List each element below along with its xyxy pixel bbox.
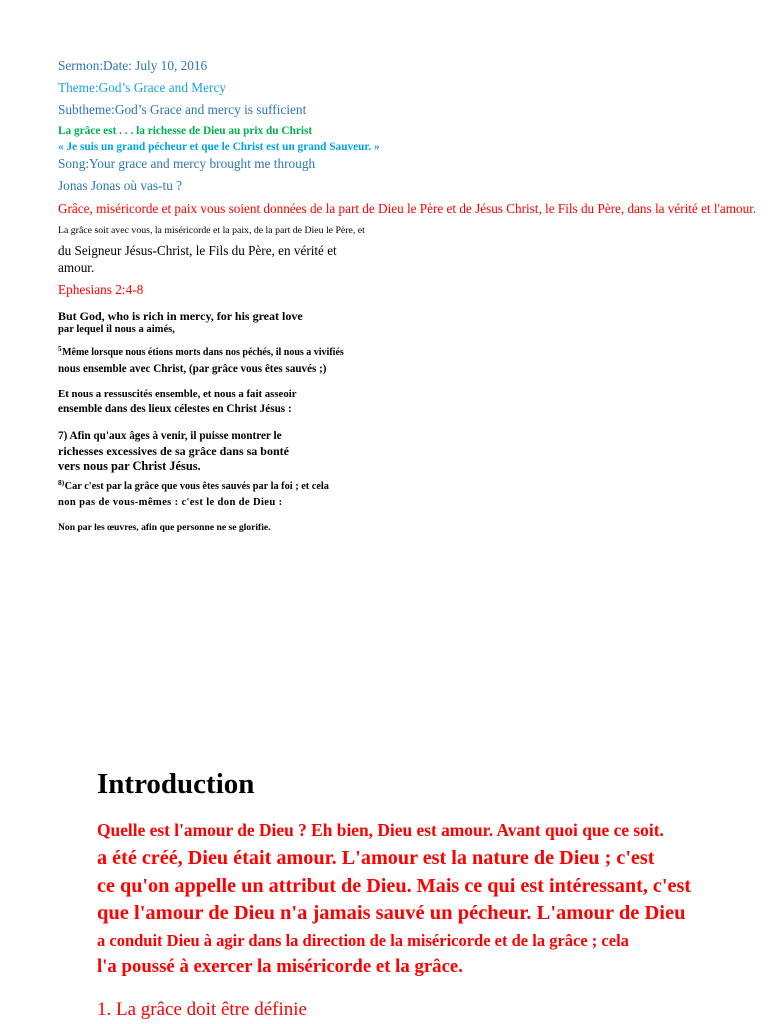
sinner-savior-quote: « Je suis un grand pécheur et que le Christ est un grand Sauveur. » — [58, 141, 380, 153]
song-title: Song:Your grace and mercy brought me through — [58, 156, 316, 171]
greeting-line: amour. — [58, 260, 95, 275]
sermon-theme: Theme:God’s Grace and Mercy — [58, 80, 226, 95]
introduction-heading: Introduction — [97, 768, 255, 800]
introduction-paragraph-line: a été créé, Dieu était amour. L'amour est la nature de Dieu ; c'est — [97, 847, 655, 869]
scripture-line: richesses excessives de sa grâce dans sa bonté — [58, 444, 289, 458]
scripture-line: 7) Afin qu'aux âges à venir, il puisse montrer le — [58, 430, 282, 442]
introduction-paragraph-line: a conduit Dieu à agir dans la direction de la miséricorde et de la grâce ; cela — [97, 931, 629, 950]
scripture-line — [58, 478, 329, 493]
scripture-reference: Ephesians 2:4-8 — [58, 282, 144, 297]
scripture-line: ensemble dans des lieux célestes en Christ Jésus : — [58, 403, 292, 415]
introduction-paragraph-line: Quelle est l'amour de Dieu ? Eh bien, Dieu est amour. Avant quoi que ce soit. — [97, 820, 664, 840]
jonas-line: Jonas Jonas où vas-tu ? — [58, 178, 183, 193]
verse-number: 5 — [58, 345, 62, 354]
introduction-paragraph-line: que l'amour de Dieu n'a jamais sauvé un pécheur. L'amour de Dieu — [97, 902, 686, 924]
greeting-blessing: Grâce, miséricorde et paix vous soient données de la part de Dieu le Père et de Jésus Christ, le Fils du Père, dans la vérité et l'amour. — [58, 201, 757, 216]
scripture-line: par lequel il nous a aimés, — [58, 324, 175, 335]
verse-number: 8) — [58, 478, 65, 488]
scripture-line: Et nous a ressuscités ensemble, et nous a fait asseoir — [58, 388, 297, 400]
introduction-paragraph-line: l'a poussé à exercer la miséricorde et la grâce. — [97, 956, 463, 977]
greeting-line: La grâce soit avec vous, la miséricorde et la paix, de la part de Dieu le Père, et — [58, 225, 365, 236]
scripture-line-text: Même lorsque nous étions morts dans nos péchés, il nous a vivifiés — [62, 347, 344, 358]
scripture-line: Non par les œuvres, afin que personne ne se glorifie. — [58, 522, 271, 533]
scripture-line — [58, 347, 344, 359]
scripture-line: vers nous par Christ Jésus. — [58, 459, 201, 473]
grace-definition-quote: La grâce est . . . la richesse de Dieu au prix du Christ — [58, 125, 313, 137]
sermon-subtheme: Subtheme:God’s Grace and mercy is sufficient — [58, 102, 307, 117]
scripture-line: But God, who is rich in mercy, for his great love — [58, 309, 303, 323]
introduction-paragraph-line: ce qu'on appelle un attribut de Dieu. Mais ce qui est intéressant, c'est — [97, 875, 692, 897]
sermon-date: Sermon:Date: July 10, 2016 — [58, 58, 208, 73]
scripture-line: non pas de vous-mêmes : c'est le don de Dieu : — [58, 497, 283, 508]
greeting-line: du Seigneur Jésus-Christ, le Fils du Père, en vérité et — [58, 243, 337, 258]
scripture-line: nous ensemble avec Christ, (par grâce vous êtes sauvés ;) — [58, 363, 327, 375]
section-heading-grace-defined: 1. La grâce doit être définie — [97, 999, 307, 1020]
scripture-line-text: Car c'est par la grâce que vous êtes sauvés par la foi ; et cela — [64, 481, 329, 492]
